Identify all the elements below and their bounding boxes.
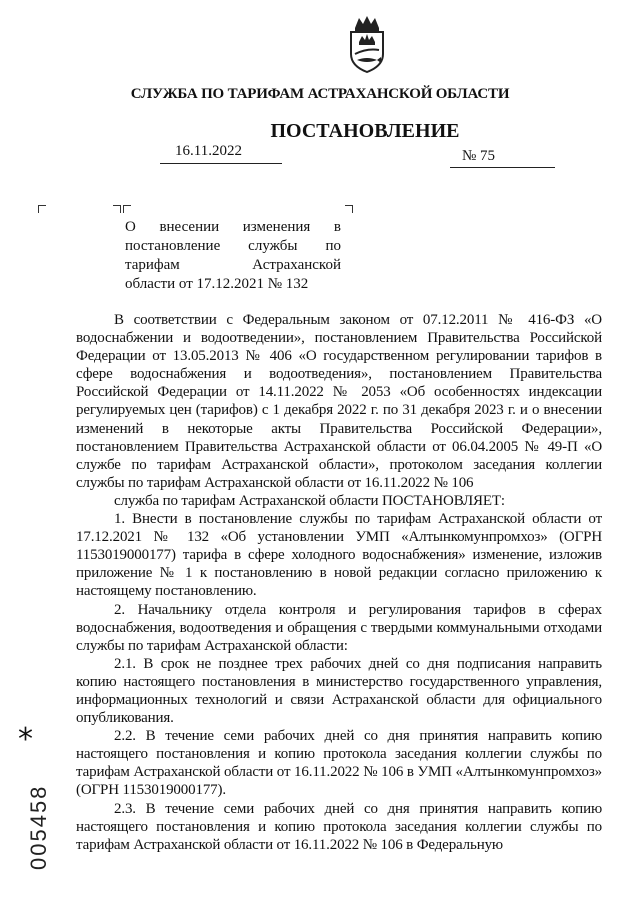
subject-line: постановление службы по — [125, 238, 341, 254]
document-date: 16.11.2022 — [175, 143, 242, 159]
document-number: № 75 — [462, 148, 496, 164]
registration-stamp — [6, 722, 51, 870]
subject-line: области от 17.12.2021 № 132 — [125, 276, 309, 292]
clause-1: 1. Внести в постановление службы по тарифам Астраханской области от 17.12.2021 № 132 «Об установлении УМП «Алтынкомунпромхоз» (ОГРН 1153019000177) тарифа в сфере холодного водоснабжения» изменение, изложив приложение № 1 к постановлению в новой редакции согласно приложению к настоящему постановлению. — [76, 511, 602, 600]
corner-mark — [123, 205, 131, 213]
corner-mark — [345, 205, 353, 213]
coat-of-arms-icon — [345, 14, 389, 74]
agency-name: СЛУЖБА ПО ТАРИФАМ АСТРАХАНСКОЙ ОБЛАСТИ — [130, 86, 510, 102]
clause-2-2: 2.2. В течение семи рабочих дней со дня принятия направить копию настоящего постановления и копию протокола заседания коллегии службы по тарифам Астраханской области от 16.11.2022 № 106 в УМП «Алтынкомунпромхоз» (ОГРН 1153019000177). — [76, 728, 602, 799]
date-underline — [160, 163, 282, 164]
clause-2-3: 2.3. В течение семи рабочих дней со дня принятия направить копию настоящего постановления и копию протокола заседания коллегии службы по тарифам Астраханской области от 16.11.2022 № 106 в Федеральную — [76, 800, 602, 853]
preamble-paragraph: В соответствии с Федеральным законом от 07.12.2011 № 416-ФЗ «О водоснабжении и водоотведении», постановлением Правительства Российской Федерации от 13.05.2013 № 406 «О государственном регулировании тарифов в сфере водоснабжения и водоотведения», постановлением Правительства Российской Федерации от 14.11.2022 № 2053 «Об особенностях индексации регулируемых цен (тарифов) с 1 декабря 2022 г. по 31 декабря 2023 г. и о внесении изменений в некоторые акты Правительства Российской Федерации», постановлением Правительства Астраханской области от 06.04.2005 № 49-П «О службе по тарифам Астраханской области», протоколом заседания коллегии службы по тарифам Астраханской области от 16.11.2022 № 106 — [76, 312, 602, 491]
stamp-number: 005458 — [26, 784, 51, 870]
stamp-asterisk: * — [18, 722, 33, 757]
clause-2-1: 2.1. В срок не позднее трех рабочих дней со дня подписания направить копию настоящего постановления в министерство государственного управления, информационных технологий и связи Астраханской области для официального опубликования. — [76, 655, 602, 727]
subject-line: тарифам Астраханской — [125, 257, 341, 273]
document-body — [76, 311, 602, 854]
subject-line: О внесении изменения в — [125, 219, 341, 235]
document-subject — [125, 218, 341, 294]
number-underline — [450, 167, 555, 168]
document-type: ПОСТАНОВЛЕНИЕ — [270, 120, 460, 142]
corner-mark — [38, 205, 46, 213]
corner-mark — [113, 205, 121, 213]
resolution-phrase: служба по тарифам Астраханской области ПОСТАНОВЛЯЕТ: — [114, 492, 505, 509]
clause-2: 2. Начальнику отдела контроля и регулирования тарифов в сферах водоснабжения, водоотведения и обращения с твердыми коммунальными отходами службы по тарифам Астраханской области: — [76, 601, 602, 654]
